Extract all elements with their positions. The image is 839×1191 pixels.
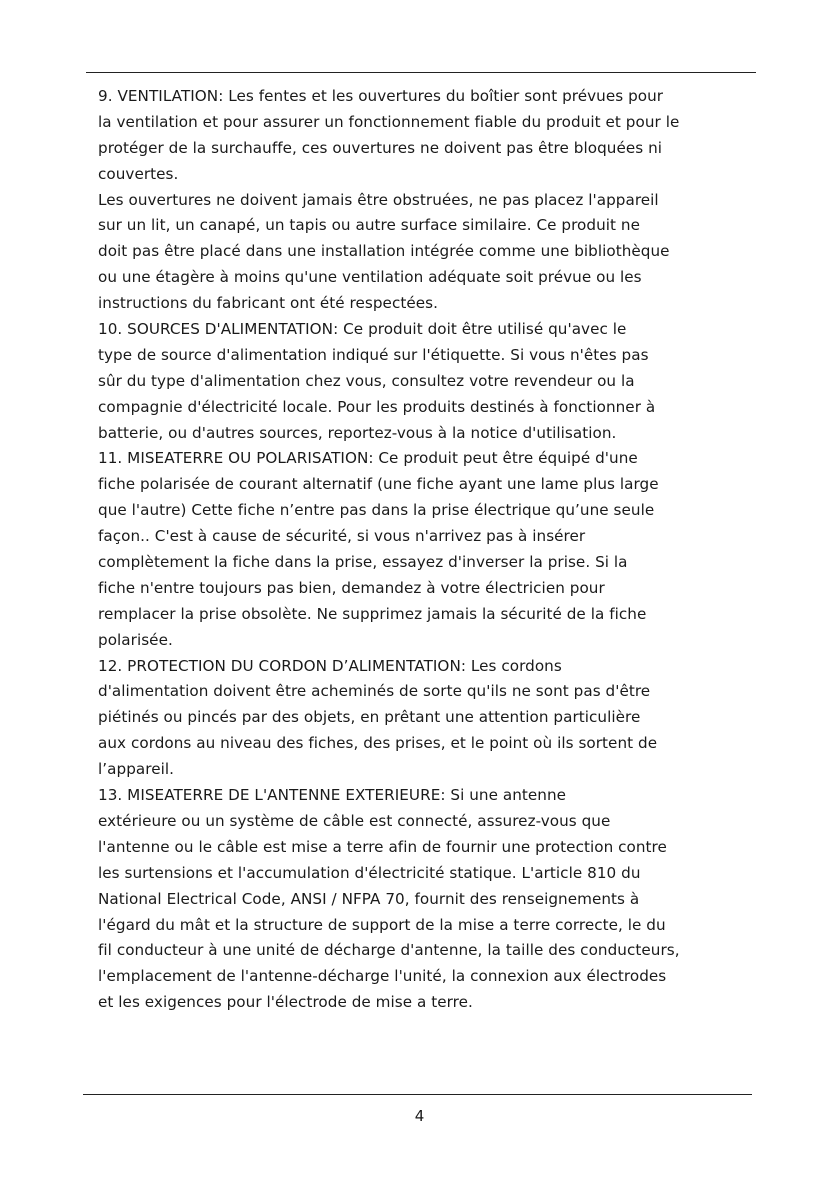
text-line: fiche polarisée de courant alternatif (une fiche ayant une lame plus large [98,475,659,494]
text-line: aux cordons au niveau des fiches, des prises, et le point où ils sortent de [98,734,658,753]
text-line: l'égard du mât et la structure de support de la mise a terre correcte, le du [98,915,666,934]
text-line: sûr du type d'alimentation chez vous, consultez votre revendeur ou la [98,371,635,390]
text-line: batterie, ou d'autres sources, reportez-vous à la notice d'utilisation. [98,423,617,442]
text-line: complètement la fiche dans la prise, essayez d'inverser la prise. Si la [98,553,628,572]
footer-rule [83,1094,752,1095]
text-line: 10. SOURCES D'ALIMENTATION: Ce produit doit être utilisé qu'avec le [98,320,627,339]
text-line: polarisée. [98,630,173,649]
text-line: 13. MISEATERRE DE L'ANTENNE EXTERIEURE: Si une antenne [98,786,567,805]
text-line: et les exigences pour l'électrode de mise a terre. [98,993,473,1012]
text-line: les surtensions et l'accumulation d'électricité statique. L'article 810 du [98,863,641,882]
text-line: remplacer la prise obsolète. Ne supprimez jamais la sécurité de la fiche [98,604,647,623]
text-line: façon.. C'est à cause de sécurité, si vous n'arrivez pas à insérer [98,527,586,546]
text-line: fiche n'entre toujours pas bien, demandez à votre électricien pour [98,578,605,597]
text-line: la ventilation et pour assurer un fonctionnement fiable du produit et pour le [98,112,680,131]
text-line: Les ouvertures ne doivent jamais être obstruées, ne pas placez l'appareil [98,190,659,209]
text-line: 11. MISEATERRE OU POLARISATION: Ce produit peut être équipé d'une [98,449,638,468]
text-line: 9. VENTILATION: Les fentes et les ouvertures du boîtier sont prévues pour [98,87,664,105]
text-line: que l'autre) Cette fiche n’entre pas dans la prise électrique qu’une seule [98,501,655,520]
text-line: piétinés ou pincés par des objets, en prêtant une attention particulière [98,708,641,727]
text-line: type de source d'alimentation indiqué sur l'étiquette. Si vous n'êtes pas [98,345,649,364]
text-line: l'antenne ou le câble est mise a terre afin de fournir une protection contre [98,837,667,856]
text-line: 12. PROTECTION DU CORDON D’ALIMENTATION: Les cordons [98,656,562,675]
page-number: 4 [414,1107,425,1125]
body-text [98,84,738,1016]
text-line: fil conducteur à une unité de décharge d'antenne, la taille des conducteurs, [98,941,680,960]
text-line: sur un lit, un canapé, un tapis ou autre surface similaire. Ce produit ne [98,216,640,235]
text-line: ou une étagère à moins qu'une ventilation adéquate soit prévue ou les [98,268,642,287]
text-line: instructions du fabricant ont été respectées. [98,294,438,313]
text-line: National Electrical Code, ANSI / NFPA 70, fournit des renseignements à [98,889,640,908]
text-line: protéger de la surchauffe, ces ouvertures ne doivent pas être bloquées ni [98,138,663,157]
text-line: l'emplacement de l'antenne-décharge l'unité, la connexion aux électrodes [98,967,667,986]
text-line: d'alimentation doivent être acheminés de sorte qu'ils ne sont pas d'être [98,682,651,701]
header-rule [86,72,756,73]
text-line: doit pas être placé dans une installation intégrée comme une bibliothèque [98,242,670,261]
text-line: extérieure ou un système de câble est connecté, assurez-vous que [98,811,611,830]
text-line: couvertes. [98,164,179,183]
text-line: compagnie d'électricité locale. Pour les produits destinés à fonctionner à [98,397,656,416]
text-line: l’appareil. [98,760,175,779]
